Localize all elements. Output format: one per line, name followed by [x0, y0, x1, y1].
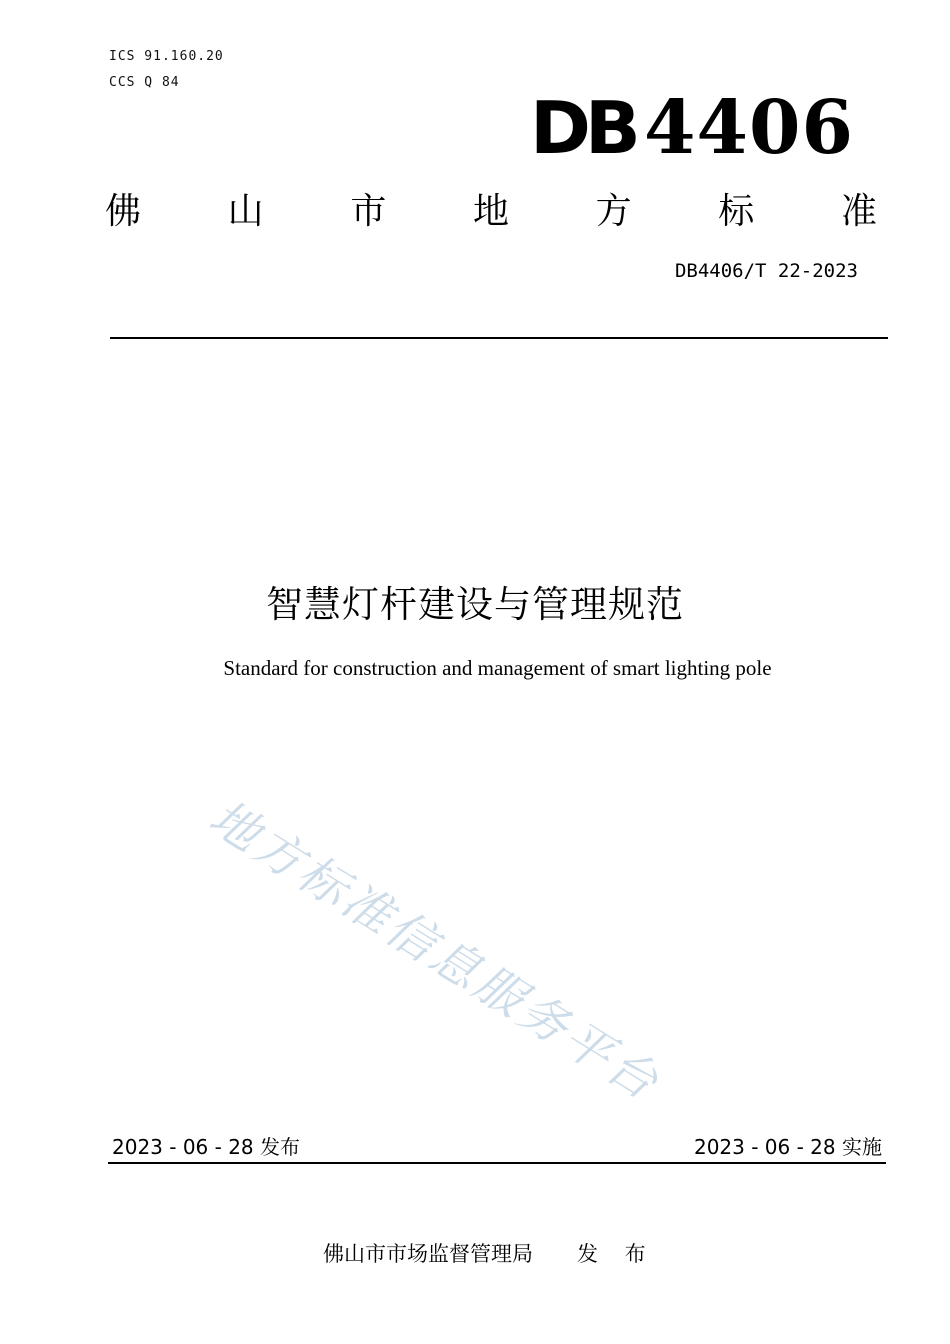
ccs-code: CCS Q 84 — [109, 75, 180, 90]
issuer-action: 发 布 — [577, 1242, 656, 1266]
standard-type-char: 标 — [718, 190, 755, 232]
standard-type-char: 地 — [472, 190, 509, 232]
document-title-chinese: 智慧灯杆建设与管理规范 — [266, 583, 684, 626]
standard-type-char: 佛 — [105, 190, 142, 232]
bottom-divider — [108, 1162, 886, 1164]
issuer-name: 佛山市市场监督管理局 — [323, 1242, 533, 1266]
watermark: 地方标准信息服务平台 — [199, 789, 671, 1113]
ics-code: ICS 91.160.20 — [109, 49, 224, 64]
db-letters: DB — [530, 86, 636, 170]
document-title-english: Standard for construction and management of smart lighting pole — [223, 656, 772, 680]
standard-type-char: 准 — [840, 190, 877, 232]
issuer-line — [323, 1238, 656, 1268]
db-region-code: 4406 — [644, 85, 854, 171]
db-logo — [530, 85, 854, 171]
standard-number: DB4406/T 22-2023 — [674, 260, 858, 282]
implement-date: 2023 - 06 - 28 实施 — [693, 1135, 882, 1159]
standard-type-char: 市 — [350, 190, 387, 232]
standard-type-char: 山 — [227, 190, 264, 232]
standard-type-heading — [105, 183, 877, 233]
top-divider — [110, 337, 888, 339]
date-row — [112, 1131, 882, 1160]
standard-type-char: 方 — [595, 190, 632, 232]
publish-date: 2023 - 06 - 28 发布 — [112, 1135, 301, 1159]
